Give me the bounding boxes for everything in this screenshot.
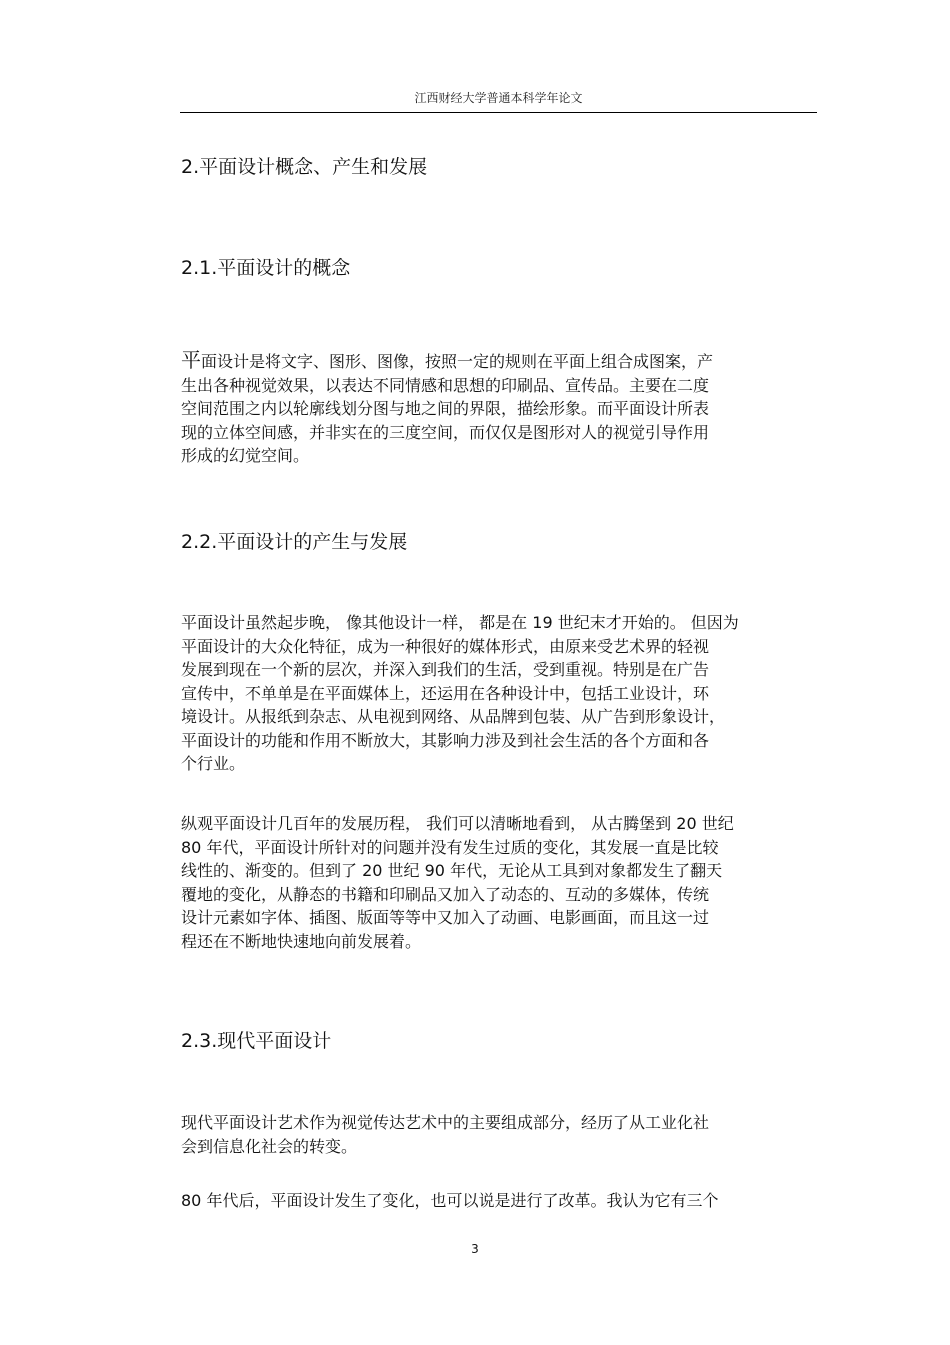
- paragraph-line: 发展到现在一个新的层次，并深入到我们的生活，受到重视。特别是在广告: [181, 660, 710, 679]
- paragraph-line: 现代平面设计艺术作为视觉传达艺术中的主要组成部分，经历了从工业化社: [181, 1113, 710, 1132]
- paragraph-line: 覆地的变化，从静态的书籍和印刷品又加入了动态的、互动的多媒体，传统: [181, 884, 710, 904]
- paragraph-line: 境设计。从报纸到杂志、从电视到网络、从品牌到包装、从广告到形象设计，: [181, 707, 726, 726]
- paragraph-eighties: [181, 1189, 821, 1213]
- paragraph-line: 形成的幻觉空间。: [181, 446, 310, 465]
- section-heading-2: 2.平面设计概念、产生和发展: [181, 156, 428, 178]
- paragraph-line: 会到信息化社会的转变。: [181, 1136, 358, 1156]
- paragraph-history: [181, 812, 821, 953]
- page-number: 3: [471, 1242, 479, 1256]
- paragraph-line: 个行业。: [181, 754, 246, 773]
- paragraph-line: 程还在不断地快速地向前发展着。: [181, 931, 422, 951]
- paragraph-line: 宣传中，不单单是在平面媒体上，还运用在各种设计中，包括工业设计，环: [181, 683, 710, 703]
- paragraph-line: 平面设计虽然起步晚， 像其他设计一样， 都是在 19 世纪末才开始的。 但因为: [181, 613, 739, 632]
- paragraph-line: 纵观平面设计几百年的发展历程， 我们可以清晰地看到， 从古腾堡到 20 世纪: [181, 814, 734, 833]
- paragraph-line: 线性的、渐变的。但到了 20 世纪 90 年代，无论从工具到对象都发生了翻天: [181, 861, 723, 880]
- paragraph-modern: [181, 1111, 821, 1158]
- paragraph-line: 现的立体空间感，并非实在的三度空间，而仅仅是图形对人的视觉引导作用: [181, 422, 710, 442]
- paragraph-line: 生出各种视觉效果，以表达不同情感和思想的印刷品、宣传品。主要在二度: [181, 375, 710, 395]
- header-rule: [180, 112, 817, 113]
- section-heading-2-3: 2.3.现代平面设计: [181, 1030, 332, 1052]
- paragraph-line: 80 年代后，平面设计发生了变化，也可以说是进行了改革。我认为它有三个: [181, 1191, 719, 1210]
- paragraph-line: 平面设计的功能和作用不断放大，其影响力涉及到社会生活的各个方面和各: [181, 730, 710, 750]
- running-header: 江西财经大学普通本科学年论文: [414, 91, 583, 105]
- section-heading-2-2: 2.2.平面设计的产生与发展: [181, 531, 408, 553]
- paragraph-line: 80 年代，平面设计所针对的问题并没有发生过质的变化，其发展一直是比较: [181, 837, 719, 857]
- paragraph-concept: [181, 349, 821, 468]
- paragraph-line: 设计元素如字体、插图、版面等等中又加入了动画、电影画面，而且这一过: [181, 908, 710, 927]
- section-heading-2-1: 2.1.平面设计的概念: [181, 257, 351, 279]
- paragraph-line: 平面设计的大众化特征，成为一种很好的媒体形式，由原来受艺术界的轻视: [181, 636, 710, 656]
- paragraph-line: 空间范围之内以轮廓线划分图与地之间的界限，描绘形象。而平面设计所表: [181, 399, 710, 418]
- paragraph-origin: [181, 611, 821, 776]
- drop-char: 平: [181, 348, 201, 372]
- paragraph-line: 平面设计是将文字、图形、图像，按照一定的规则在平面上组合成图案，产: [181, 348, 714, 372]
